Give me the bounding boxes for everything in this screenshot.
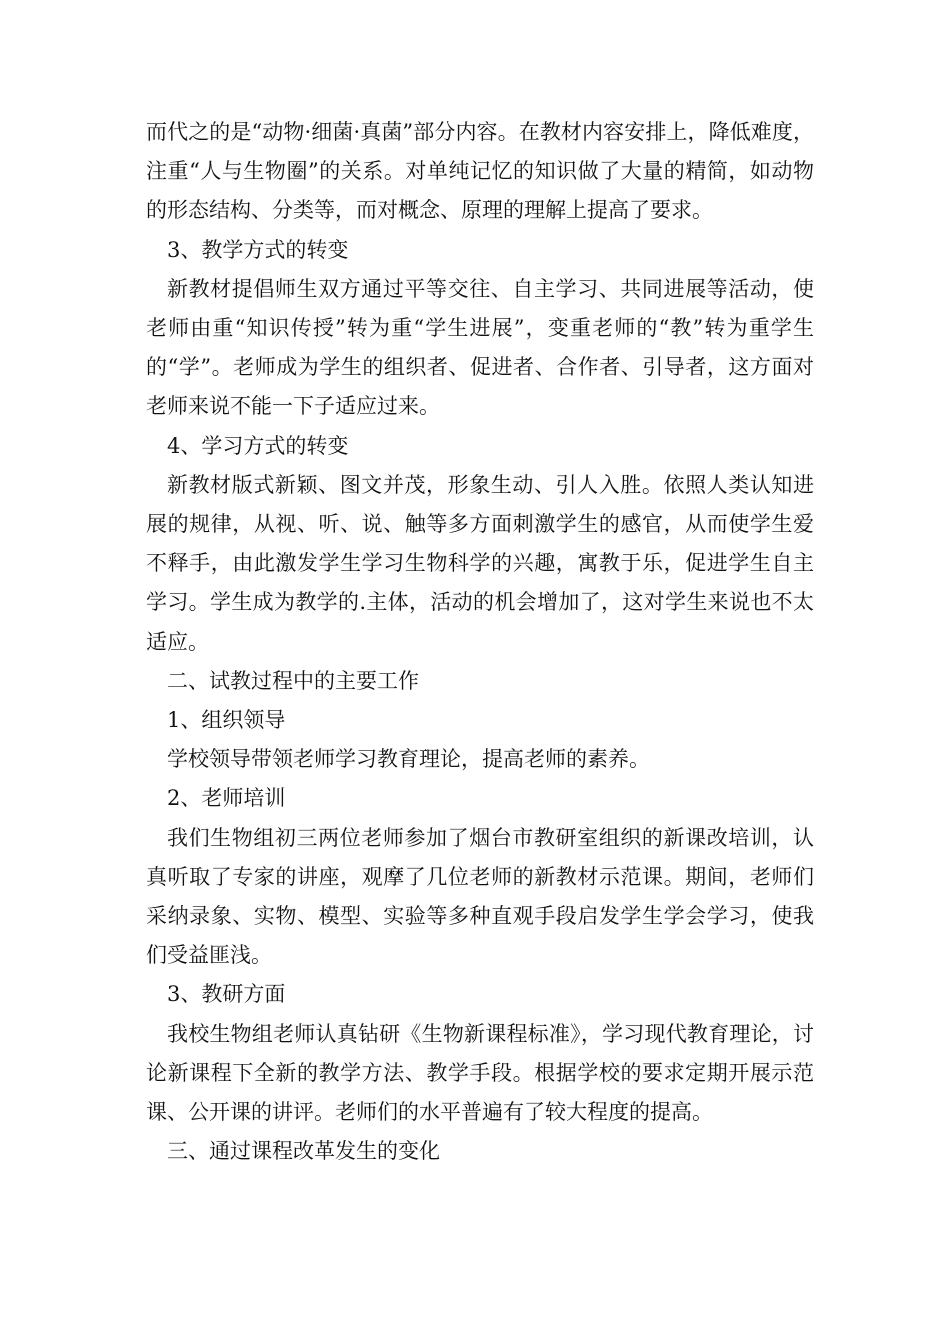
paragraph-learning-method: 新教材版式新颖、图文并茂，形象生动、引人入胜。依照人类认知进展的规律，从视、听、说、触等多方面刺激学生的感官，从而使学生爱不释手，由此激发学生学习生物科学的兴趣，寓教于乐，促进学生自主学习。学生成为教学的.主体，活动的机会增加了，这对学生来说也不太适应。 [146,472,814,654]
paragraph-teacher-training: 我们生物组初三两位老师参加了烟台市教研室组织的新课改培训，认真听取了专家的讲座，观摩了几位老师的新教材示范课。期间，老师们采纳录象、实物、模型、实验等多种直观手段启发学生学会学习，使我们受益匪浅。 [146,825,814,968]
heading-section-two: 二、试教过程中的主要工作 [167,668,419,693]
paragraph-teaching-method: 新教材提倡师生双方通过平等交往、自主学习、共同进展等活动，使老师由重“知识传授”转为重“学生进展”，变重老师的“教”转为重学生的“学”。老师成为学生的组织者、促进者、合作者、引导者，这方面对老师来说不能一下子适应过来。 [146,276,814,419]
paragraph-leadership: 学校领导带领老师学习教育理论，提高老师的素养。 [167,747,650,772]
heading-learning-method: 4、学习方式的转变 [167,433,349,458]
heading-teaching-research: 3、教研方面 [167,982,286,1007]
paragraph-teaching-research: 我校生物组老师认真钻研《生物新课程标准》，学习现代教育理论，讨论新课程下全新的教学方法、教学手段。根据学校的要求定期开展示范课、公开课的讲评。老师们的水平普遍有了较大程度的提高。 [146,1021,814,1125]
heading-section-three: 三、通过课程改革发生的变化 [167,1139,440,1164]
heading-leadership: 1、组织领导 [167,708,286,733]
heading-teaching-method: 3、教学方式的转变 [167,237,349,262]
paragraph-intro: 而代之的是“动物·细菌·真菌”部分内容。在教材内容安排上，降低难度，注重“人与生物圈”的关系。对单纯记忆的知识做了大量的精简，如动物的形态结构、分类等，而对概念、原理的理解上提高了要求。 [146,120,814,223]
document-page [146,113,814,1171]
heading-teacher-training: 2、老师培训 [167,786,286,811]
